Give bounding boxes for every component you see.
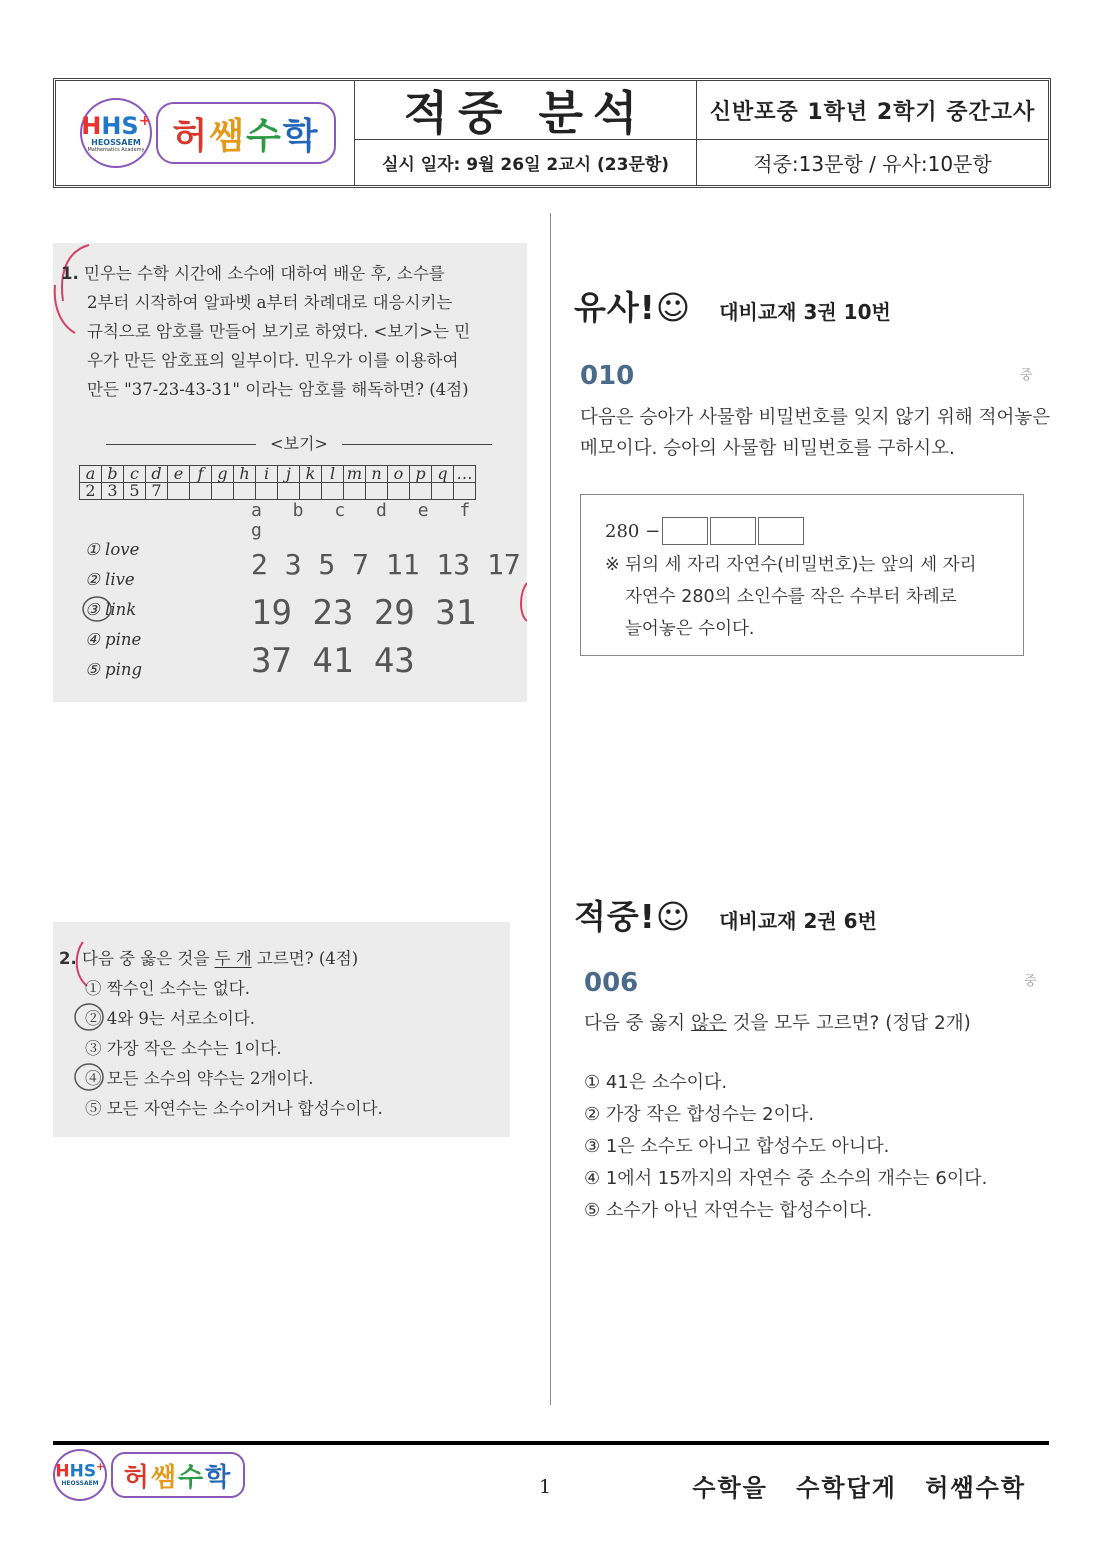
reference-text: 대비교재 3권 10번 bbox=[719, 300, 891, 324]
brand-wordmark: 허 쌤 수 학 bbox=[156, 102, 336, 164]
cipher-letter-cell: b bbox=[102, 466, 124, 483]
choice-item: ④ 1에서 15까지의 자연수 중 소수의 개수는 6이다. bbox=[584, 1168, 988, 1189]
cipher-letter-cell: e bbox=[168, 466, 190, 483]
problem-number: 006 bbox=[584, 968, 639, 998]
footer-motto: 수학을 수학답게 허쌤수학 bbox=[692, 1474, 1026, 1502]
difficulty-label: 중 bbox=[1024, 974, 1037, 989]
cipher-code-cell bbox=[432, 483, 454, 500]
memo-box bbox=[580, 494, 1024, 656]
choice-item: ② 가장 작은 합성수는 2이다. bbox=[584, 1104, 815, 1125]
cipher-letter-cell: o bbox=[388, 466, 410, 483]
memo-code: 280 − bbox=[605, 517, 804, 545]
brand-en: HEOSSAEM bbox=[91, 137, 141, 147]
problem-stem: 다음 중 옳지 않은 것을 모두 고르면? (정답 2개) bbox=[584, 1013, 971, 1034]
cipher-letter-cell: k bbox=[300, 466, 322, 483]
page-number: 1 bbox=[538, 1476, 552, 1498]
hit-stats: 적중:13문항 / 유사:10문항 bbox=[753, 152, 992, 176]
choice-item: ③ 가장 작은 소수는 1이다. bbox=[85, 1039, 282, 1058]
hit-tag: 적중!☺ 대비교재 2권 6번 bbox=[574, 897, 877, 936]
question-2-stem: 2. 다음 중 옳은 것을 두 개 고르면? (4점) ① 짝수인 소수는 없다. ② 4와 9는 서로소이다. ③ 가장 작은 소수는 1이다. ④ 모든 소수의 약수는 2개이다. ⑤ 모든 자연수는 소수이거나 합성수이다. bbox=[59, 944, 383, 1124]
cipher-code-cell bbox=[234, 483, 256, 500]
cipher-code-cell bbox=[410, 483, 432, 500]
cipher-letter-cell: q bbox=[432, 466, 454, 483]
footer-rule bbox=[53, 1441, 1049, 1445]
cipher-letter-cell: i bbox=[256, 466, 278, 483]
choice-item: ② live bbox=[85, 570, 135, 589]
similar-tag: 유사!☺ 대비교재 3권 10번 bbox=[574, 288, 891, 327]
hs-badge: HHS+ HEOSSAEM Mathematics Academy bbox=[80, 98, 152, 168]
cipher-code-cell: 3 bbox=[102, 483, 124, 500]
choice-item: ⑤ ping bbox=[85, 660, 143, 679]
cipher-codes-row bbox=[80, 483, 476, 500]
difficulty-label: 중 bbox=[1020, 368, 1033, 383]
choice-item: ③ link bbox=[85, 600, 137, 619]
example-box-title: <보기> bbox=[79, 431, 519, 454]
cipher-letter-cell: d bbox=[146, 466, 168, 483]
cipher-letter-cell: m bbox=[344, 466, 366, 483]
choice-item: ⑤ 모든 자연수는 소수이거나 합성수이다. bbox=[85, 1099, 383, 1118]
brand-sub: Mathematics Academy bbox=[87, 146, 145, 153]
cipher-letter-cell: j bbox=[278, 466, 300, 483]
cipher-letter-cell: n bbox=[366, 466, 388, 483]
cipher-code-cell bbox=[454, 483, 476, 500]
blank-box bbox=[662, 517, 708, 545]
choice-item: ① love bbox=[85, 540, 140, 559]
question-1-stem: 1. 민우는 수학 시간에 소수에 대하여 배운 후, 소수를 2부터 시작하여 알파벳 a부터 차례대로 대응시키는 규칙으로 암호를 만들어 보기로 하였다. <보기>는 민 우가 만든 암호표의 일부이다. 민우가 이를 이용하여 만든 "37-23-43-31" 이라는 암호를 해독하면? (4점) bbox=[61, 264, 471, 399]
cipher-code-cell bbox=[366, 483, 388, 500]
scanned-question-1 bbox=[53, 243, 527, 702]
footer-logo bbox=[53, 1449, 245, 1501]
cipher-code-cell bbox=[344, 483, 366, 500]
cipher-code-cell: 5 bbox=[124, 483, 146, 500]
reference-text: 대비교재 2권 6번 bbox=[719, 909, 877, 933]
cipher-letter-cell: c bbox=[124, 466, 146, 483]
cipher-code-cell bbox=[168, 483, 190, 500]
brand-logo bbox=[80, 98, 336, 168]
blank-box bbox=[710, 517, 756, 545]
choice-item: ① 41은 소수이다. bbox=[584, 1072, 728, 1093]
brand-wordmark: 허 쌤 수 학 bbox=[111, 1452, 245, 1498]
cipher-code-cell bbox=[190, 483, 212, 500]
question-1-choices bbox=[85, 535, 142, 685]
choice-item: ② 4와 9는 서로소이다. bbox=[85, 1009, 256, 1028]
choice-item: ④ 모든 소수의 약수는 2개이다. bbox=[85, 1069, 314, 1088]
choice-item: ⑤ 소수가 아닌 자연수는 합성수이다. bbox=[584, 1200, 873, 1221]
cipher-letter-cell: l bbox=[322, 466, 344, 483]
cipher-letter-cell: f bbox=[190, 466, 212, 483]
header-table bbox=[53, 78, 1051, 188]
cipher-letters-row bbox=[80, 466, 476, 483]
page-title: 적중 분석 bbox=[355, 81, 697, 140]
exam-name: 신반포중 1학년 2학기 중간고사 bbox=[697, 81, 1048, 140]
cipher-letter-cell: h bbox=[234, 466, 256, 483]
cipher-letter-cell: p bbox=[410, 466, 432, 483]
problem-number: 010 bbox=[580, 361, 635, 391]
cipher-code-cell bbox=[256, 483, 278, 500]
logo-cell bbox=[56, 81, 355, 185]
cipher-table bbox=[79, 465, 476, 500]
cipher-code-cell bbox=[300, 483, 322, 500]
handwritten-notes: a b c d e f g 2 3 5 7 11 13 17 19 23 29 31 37 41 43 bbox=[251, 500, 521, 681]
column-divider bbox=[550, 213, 551, 1405]
cipher-code-cell bbox=[212, 483, 234, 500]
choice-item: ③ 1은 소수도 아니고 합성수도 아니다. bbox=[584, 1136, 890, 1157]
problem-choices bbox=[584, 1067, 987, 1227]
problem-stem: 다음은 승아가 사물함 비밀번호를 잊지 않기 위해 적어놓은 메모이다. 승아의 사물함 비밀번호를 구하시오. bbox=[580, 407, 1051, 459]
choice-item: ① 짝수인 소수는 없다. bbox=[85, 979, 250, 998]
exam-date: 실시 일자: 9월 26일 2교시 (23문항) bbox=[355, 140, 697, 185]
cipher-code-cell bbox=[388, 483, 410, 500]
choice-item: ④ pine bbox=[85, 630, 142, 649]
cipher-code-cell bbox=[322, 483, 344, 500]
cipher-code-cell: 2 bbox=[80, 483, 102, 500]
cipher-code-cell bbox=[278, 483, 300, 500]
blank-box bbox=[758, 517, 804, 545]
cipher-letter-cell: … bbox=[454, 466, 476, 483]
memo-note: ※ 뒤의 세 자리 자연수(비밀번호)는 앞의 세 자리 자연수 280의 소인수를 작은 수부터 차례로 늘어놓은 수이다. bbox=[605, 555, 977, 639]
cipher-code-cell: 7 bbox=[146, 483, 168, 500]
hs-badge: HHS+ HEOSSAEM bbox=[53, 1449, 107, 1501]
scanned-question-2 bbox=[53, 922, 510, 1137]
cipher-letter-cell: g bbox=[212, 466, 234, 483]
cipher-letter-cell: a bbox=[80, 466, 102, 483]
